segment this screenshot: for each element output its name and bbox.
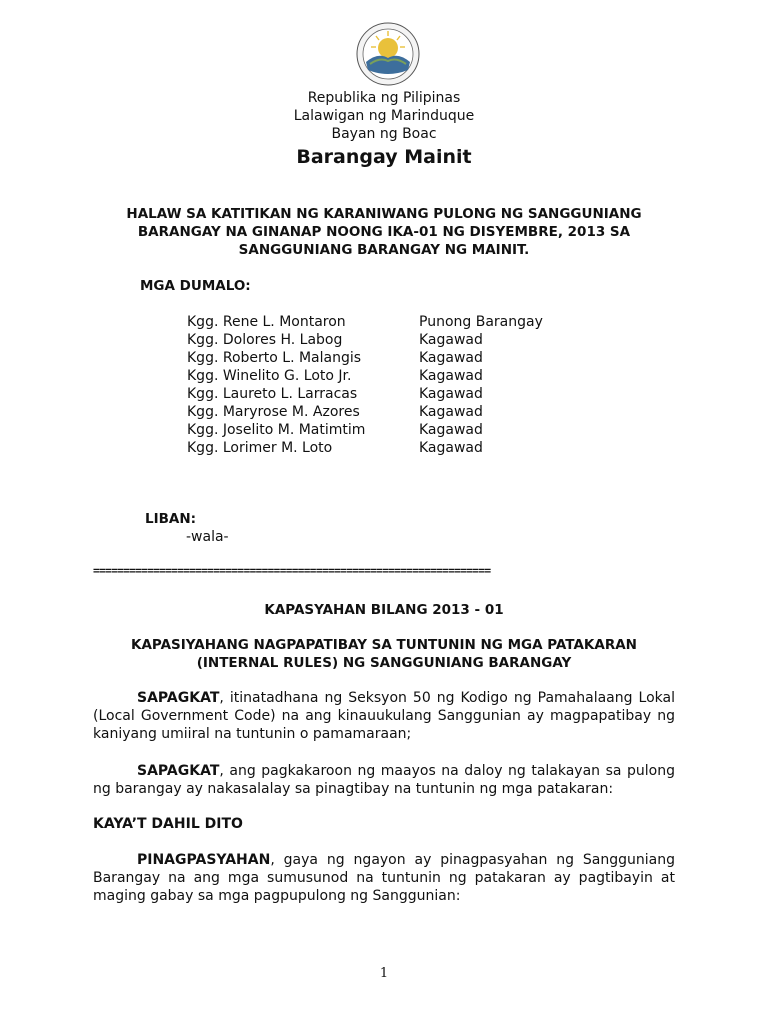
attendee-name: Kgg. Roberto L. Malangis <box>187 350 362 366</box>
attendee-position: Kagawad <box>419 350 483 366</box>
whereas-keyword: SAPAGKAT <box>137 763 220 779</box>
attendee-row <box>187 349 483 367</box>
attendee-position: Kagawad <box>419 368 483 384</box>
attendee-name: Kgg. Laureto L. Larracas <box>187 386 358 402</box>
attendee-row <box>187 421 483 439</box>
minutes-title-line1: HALAW SA KATITIKAN NG KARANIWANG PULONG NG SANGGUNIANG <box>126 206 642 222</box>
attendee-row <box>187 385 483 403</box>
attendee-position: Kagawad <box>419 404 483 420</box>
attendee-row <box>187 331 483 349</box>
resolution-number: KAPASYAHAN BILANG 2013 - 01 <box>264 602 504 618</box>
minutes-title-line3: SANGGUNIANG BARANGAY NG MAINIT. <box>238 242 530 258</box>
attendee-position: Kagawad <box>419 332 483 348</box>
attendee-position: Punong Barangay <box>419 314 543 330</box>
barangay-seal-logo <box>356 22 420 86</box>
resolved-text: , gaya ng ngayon ay pinagpasyahan ng Sangguniang Barangay na ang mga sumusunod na tuntunin ng patakaran ay pagtibayin at maging gabay sa mga pagpupulong ng Sanggunian: <box>93 852 675 904</box>
attendee-name: Kgg. Maryrose M. Azores <box>187 404 360 420</box>
header-barangay: Barangay Mainit <box>296 146 472 168</box>
attendee-name: Kgg. Joselito M. Matimtim <box>187 422 366 438</box>
resolved-paragraph <box>93 851 675 905</box>
header-republika: Republika ng Pilipinas <box>307 90 461 106</box>
attendee-name: Kgg. Rene L. Montaron <box>187 314 346 330</box>
attendee-name: Kgg. Winelito G. Loto Jr. <box>187 368 352 384</box>
therefore-label: KAYA’T DAHIL DITO <box>93 816 243 832</box>
attendees-label: MGA DUMALO: <box>140 278 251 294</box>
page-number: 1 <box>379 966 389 981</box>
attendee-name: Kgg. Dolores H. Labog <box>187 332 343 348</box>
whereas-paragraph-2 <box>93 762 675 798</box>
resolution-title-line2: (INTERNAL RULES) NG SANGGUNIANG BARANGAY <box>196 655 572 671</box>
minutes-title-line2: BARANGAY NA GINANAP NOONG IKA-01 NG DISYEMBRE, 2013 SA <box>137 224 631 240</box>
attendee-row <box>187 313 543 331</box>
header-bayan: Bayan ng Boac <box>331 126 437 142</box>
whereas-text: , itinatadhana ng Seksyon 50 ng Kodigo ng Pamahalaang Lokal (Local Government Code) na ang kinauukulang Sanggunian ay magpapatibay ng kaniyang umiiral na tuntunin o pamamaraan; <box>93 690 675 742</box>
absent-value: -wala- <box>186 529 229 545</box>
whereas-keyword: SAPAGKAT <box>137 690 220 706</box>
attendee-position: Kagawad <box>419 422 483 438</box>
resolved-keyword: PINAGPASYAHAN <box>137 852 271 868</box>
header-lalawigan: Lalawigan ng Marinduque <box>293 108 475 124</box>
whereas-paragraph-1 <box>93 689 675 743</box>
whereas-text: , ang pagkakaroon ng maayos na daloy ng talakayan sa pulong ng barangay ay nakasalalay sa pinagtibay na tuntunin ng mga patakaran: <box>93 763 675 797</box>
attendee-row <box>187 439 483 457</box>
attendee-row <box>187 403 483 421</box>
resolution-title-line1: KAPASIYAHANG NAGPAPATIBAY SA TUNTUNIN NG MGA PATAKARAN <box>131 637 637 653</box>
attendee-position: Kagawad <box>419 386 483 402</box>
attendee-position: Kagawad <box>419 440 483 456</box>
separator-line: ================================================================== <box>93 564 491 577</box>
attendee-row <box>187 367 483 385</box>
absent-label: LIBAN: <box>145 511 197 527</box>
attendee-name: Kgg. Lorimer M. Loto <box>187 440 333 456</box>
